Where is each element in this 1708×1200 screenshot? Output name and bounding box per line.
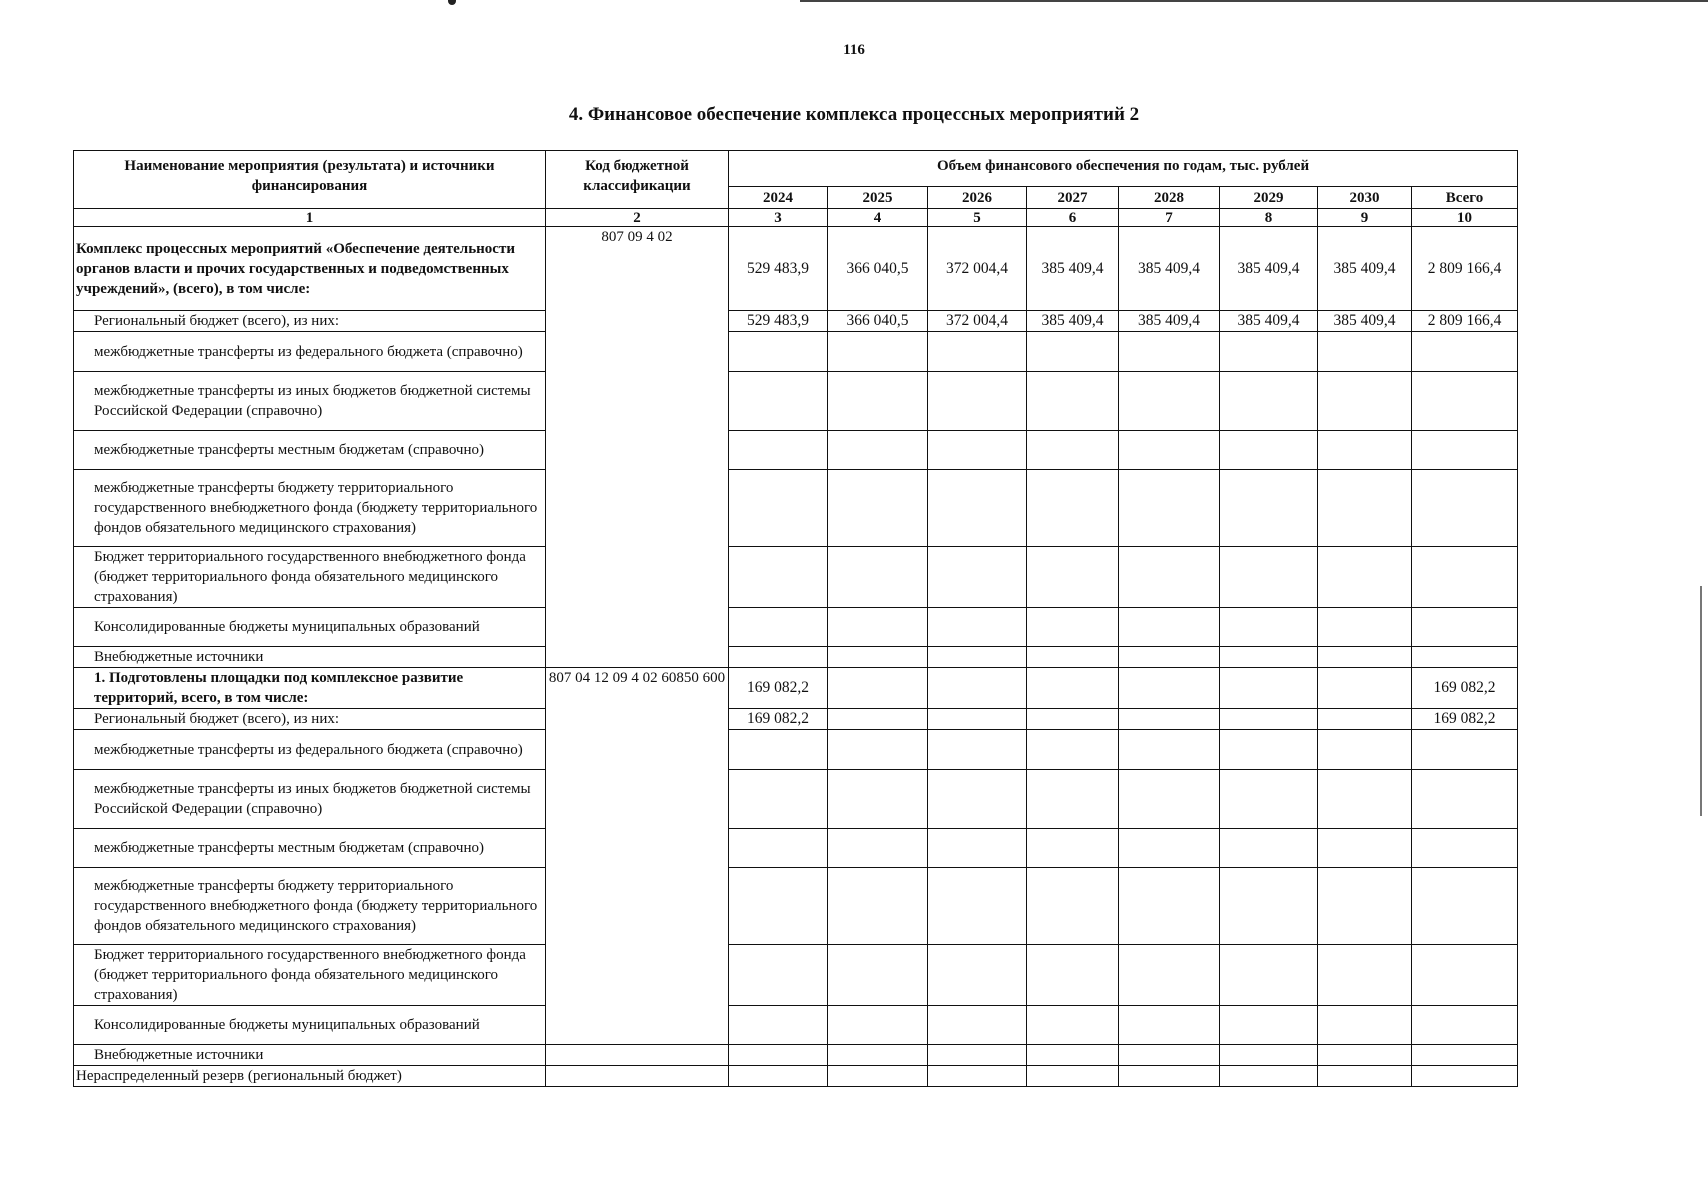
row-name: Бюджет территориального государственного внебюджетного фонда (бюджет территориального фонда обязательного медицинского страхования) xyxy=(74,945,546,1006)
table-row xyxy=(74,608,1518,647)
col-number: 6 xyxy=(1027,209,1119,227)
value-cell xyxy=(928,547,1027,608)
value-cell xyxy=(1318,668,1412,709)
value-cell xyxy=(1318,709,1412,730)
value-cell xyxy=(828,1006,928,1045)
table-row xyxy=(74,829,1518,868)
value-cell xyxy=(1027,470,1119,547)
value-cell: 366 040,5 xyxy=(828,227,928,311)
value-cell xyxy=(828,868,928,945)
table-body xyxy=(74,227,1518,1087)
row-name: межбюджетные трансферты местным бюджетам (справочно) xyxy=(74,431,546,470)
value-cell xyxy=(1318,945,1412,1006)
value-cell xyxy=(1119,829,1220,868)
scan-edge-right xyxy=(1700,586,1702,816)
table-row xyxy=(74,1006,1518,1045)
value-cell xyxy=(928,770,1027,829)
value-cell xyxy=(1220,547,1318,608)
value-cell xyxy=(1220,332,1318,372)
header-total: Всего xyxy=(1412,187,1518,209)
value-cell xyxy=(928,945,1027,1006)
header-year: 2027 xyxy=(1027,187,1119,209)
value-total xyxy=(1412,1045,1518,1066)
value-cell xyxy=(828,709,928,730)
row-name: межбюджетные трансферты местным бюджетам (справочно) xyxy=(74,829,546,868)
value-cell xyxy=(1220,709,1318,730)
value-cell xyxy=(1027,668,1119,709)
value-cell xyxy=(1318,829,1412,868)
value-total xyxy=(1412,547,1518,608)
value-cell xyxy=(729,470,828,547)
value-cell xyxy=(1318,431,1412,470)
value-cell xyxy=(1119,431,1220,470)
page-title: 4. Финансовое обеспечение комплекса процессных мероприятий 2 xyxy=(568,104,1140,125)
value-cell: 385 409,4 xyxy=(1119,227,1220,311)
header-row-numbers xyxy=(74,209,1518,227)
value-cell xyxy=(729,1006,828,1045)
value-cell xyxy=(928,332,1027,372)
value-cell xyxy=(1027,945,1119,1006)
value-cell xyxy=(1027,608,1119,647)
value-cell xyxy=(828,431,928,470)
value-cell xyxy=(1027,1066,1119,1087)
value-cell xyxy=(1220,1066,1318,1087)
value-cell xyxy=(1220,1045,1318,1066)
value-cell xyxy=(928,868,1027,945)
value-cell xyxy=(1119,668,1220,709)
value-cell xyxy=(1119,868,1220,945)
value-cell: 372 004,4 xyxy=(928,227,1027,311)
value-cell xyxy=(1318,608,1412,647)
row-name: Бюджет территориального государственного внебюджетного фонда (бюджет территориального фонда обязательного медицинского страхования) xyxy=(74,547,546,608)
value-cell: 366 040,5 xyxy=(828,311,928,332)
table-row xyxy=(74,372,1518,431)
table-row xyxy=(74,431,1518,470)
row-name: Консолидированные бюджеты муниципальных образований xyxy=(74,608,546,647)
header-year: 2026 xyxy=(928,187,1027,209)
table-row xyxy=(74,868,1518,945)
value-cell xyxy=(828,829,928,868)
table-row xyxy=(74,547,1518,608)
value-cell xyxy=(1318,332,1412,372)
value-cell xyxy=(1318,372,1412,431)
row-name: Внебюджетные источники xyxy=(74,1045,546,1066)
value-cell xyxy=(1119,647,1220,668)
value-total xyxy=(1412,608,1518,647)
table-row xyxy=(74,1045,1518,1066)
value-cell xyxy=(828,470,928,547)
value-total xyxy=(1412,372,1518,431)
value-total xyxy=(1412,332,1518,372)
value-cell xyxy=(729,829,828,868)
value-cell: 385 409,4 xyxy=(1318,311,1412,332)
value-cell xyxy=(1027,709,1119,730)
value-total xyxy=(1412,647,1518,668)
value-cell: 385 409,4 xyxy=(1220,311,1318,332)
value-cell xyxy=(1119,1066,1220,1087)
value-cell: 385 409,4 xyxy=(1318,227,1412,311)
col-number: 1 xyxy=(74,209,546,227)
value-total: 169 082,2 xyxy=(1412,709,1518,730)
table-row xyxy=(74,945,1518,1006)
value-cell xyxy=(828,730,928,770)
table-row xyxy=(74,311,1518,332)
value-cell xyxy=(1119,1045,1220,1066)
value-cell xyxy=(1027,868,1119,945)
table-row xyxy=(74,470,1518,547)
value-cell xyxy=(928,647,1027,668)
value-cell xyxy=(1220,868,1318,945)
value-cell xyxy=(1220,730,1318,770)
value-cell xyxy=(1220,470,1318,547)
value-cell xyxy=(1318,730,1412,770)
table-row xyxy=(74,770,1518,829)
value-cell: 169 082,2 xyxy=(729,668,828,709)
value-total xyxy=(1412,730,1518,770)
value-cell xyxy=(928,1045,1027,1066)
value-cell xyxy=(1119,332,1220,372)
value-cell xyxy=(1220,647,1318,668)
row-name: межбюджетные трансферты из иных бюджетов бюджетной системы Российской Федерации (справочно) xyxy=(74,372,546,431)
value-cell xyxy=(928,372,1027,431)
header-year: 2025 xyxy=(828,187,928,209)
value-cell xyxy=(729,945,828,1006)
value-cell xyxy=(1027,431,1119,470)
value-cell xyxy=(1220,372,1318,431)
value-total xyxy=(1412,431,1518,470)
value-cell xyxy=(1318,1066,1412,1087)
value-total xyxy=(1412,1006,1518,1045)
value-cell xyxy=(1318,470,1412,547)
value-total xyxy=(1412,868,1518,945)
col-number: 2 xyxy=(546,209,729,227)
value-cell xyxy=(928,1006,1027,1045)
value-cell xyxy=(729,868,828,945)
value-cell xyxy=(1027,770,1119,829)
value-cell xyxy=(1220,668,1318,709)
value-total xyxy=(1412,1066,1518,1087)
page-number: 116 xyxy=(843,42,865,58)
value-cell xyxy=(1119,709,1220,730)
value-cell xyxy=(1027,1045,1119,1066)
value-cell xyxy=(1220,829,1318,868)
table-row xyxy=(74,730,1518,770)
table-row xyxy=(74,1066,1518,1087)
value-cell xyxy=(1318,868,1412,945)
row-name: межбюджетные трансферты из федерального бюджета (справочно) xyxy=(74,332,546,372)
value-cell xyxy=(928,1066,1027,1087)
value-cell xyxy=(828,668,928,709)
row-name: Региональный бюджет (всего), из них: xyxy=(74,709,546,730)
value-cell xyxy=(729,372,828,431)
value-cell: 385 409,4 xyxy=(1220,227,1318,311)
col-number: 4 xyxy=(828,209,928,227)
budget-code: 807 09 4 02 xyxy=(546,227,729,668)
value-cell xyxy=(1220,608,1318,647)
table-row xyxy=(74,332,1518,372)
header-row-1 xyxy=(74,151,1518,187)
value-cell xyxy=(1119,1006,1220,1045)
value-cell xyxy=(1318,647,1412,668)
value-cell xyxy=(729,547,828,608)
value-cell: 385 409,4 xyxy=(1027,227,1119,311)
financing-table xyxy=(73,150,1518,1087)
row-name: межбюджетные трансферты из федерального бюджета (справочно) xyxy=(74,730,546,770)
col-number: 9 xyxy=(1318,209,1412,227)
header-code: Код бюджетной классификации xyxy=(546,151,729,209)
value-cell xyxy=(828,945,928,1006)
col-number: 5 xyxy=(928,209,1027,227)
col-number: 3 xyxy=(729,209,828,227)
value-cell xyxy=(1318,547,1412,608)
value-cell xyxy=(828,332,928,372)
value-cell xyxy=(928,829,1027,868)
value-cell xyxy=(1027,647,1119,668)
value-cell xyxy=(928,730,1027,770)
value-cell xyxy=(1119,372,1220,431)
value-cell xyxy=(729,431,828,470)
row-name: Внебюджетные источники xyxy=(74,647,546,668)
value-total: 169 082,2 xyxy=(1412,668,1518,709)
value-total xyxy=(1412,470,1518,547)
value-cell xyxy=(1220,945,1318,1006)
value-cell xyxy=(1318,770,1412,829)
header-volume: Объем финансового обеспечения по годам, тыс. рублей xyxy=(729,151,1518,187)
value-cell xyxy=(928,608,1027,647)
value-cell xyxy=(729,1066,828,1087)
value-cell xyxy=(828,647,928,668)
value-total xyxy=(1412,770,1518,829)
budget-code: 807 04 12 09 4 02 60850 600 xyxy=(546,668,729,1045)
row-name: Региональный бюджет (всего), из них: xyxy=(74,311,546,332)
value-cell xyxy=(1220,770,1318,829)
header-year: 2024 xyxy=(729,187,828,209)
value-cell xyxy=(828,608,928,647)
value-cell xyxy=(1318,1045,1412,1066)
value-cell xyxy=(1027,332,1119,372)
col-number: 7 xyxy=(1119,209,1220,227)
header-year: 2030 xyxy=(1318,187,1412,209)
value-total: 2 809 166,4 xyxy=(1412,227,1518,311)
value-cell xyxy=(1027,730,1119,770)
value-cell xyxy=(1119,730,1220,770)
value-cell: 529 483,9 xyxy=(729,227,828,311)
value-cell xyxy=(1027,372,1119,431)
value-cell xyxy=(1119,945,1220,1006)
header-year: 2029 xyxy=(1220,187,1318,209)
value-cell xyxy=(828,1045,928,1066)
col-number: 8 xyxy=(1220,209,1318,227)
value-cell xyxy=(1119,547,1220,608)
value-cell xyxy=(828,770,928,829)
budget-code xyxy=(546,1045,729,1066)
value-cell xyxy=(729,770,828,829)
table-row xyxy=(74,709,1518,730)
table-row xyxy=(74,227,1518,311)
value-cell xyxy=(1220,1006,1318,1045)
value-cell: 372 004,4 xyxy=(928,311,1027,332)
value-cell xyxy=(1318,1006,1412,1045)
value-cell: 385 409,4 xyxy=(1027,311,1119,332)
value-cell xyxy=(1119,770,1220,829)
budget-code xyxy=(546,1066,729,1087)
table-row xyxy=(74,668,1518,709)
value-cell xyxy=(928,709,1027,730)
header-name: Наименование мероприятия (результата) и источники финансирования xyxy=(74,151,546,209)
value-cell: 385 409,4 xyxy=(1119,311,1220,332)
value-cell xyxy=(1027,829,1119,868)
value-cell: 529 483,9 xyxy=(729,311,828,332)
value-cell xyxy=(928,470,1027,547)
value-cell xyxy=(928,668,1027,709)
scan-mark xyxy=(448,0,456,5)
value-cell xyxy=(928,431,1027,470)
table-row xyxy=(74,647,1518,668)
row-name: межбюджетные трансферты бюджету территориального государственного внебюджетного фонда (бюджету территориального фондов обязательного медицинского страхования) xyxy=(74,470,546,547)
value-cell xyxy=(828,547,928,608)
value-cell xyxy=(828,1066,928,1087)
value-cell xyxy=(1220,431,1318,470)
value-cell: 169 082,2 xyxy=(729,709,828,730)
header-year: 2028 xyxy=(1119,187,1220,209)
row-name: Комплекс процессных мероприятий «Обеспечение деятельности органов власти и прочих государственных и подведомственных учреждений», (всего), в том числе: xyxy=(74,227,546,311)
row-name: 1. Подготовлены площадки под комплексное развитие территорий, всего, в том числе: xyxy=(74,668,546,709)
value-cell xyxy=(729,1045,828,1066)
row-name: Нераспределенный резерв (региональный бюджет) xyxy=(74,1066,546,1087)
row-name: межбюджетные трансферты из иных бюджетов бюджетной системы Российской Федерации (справочно) xyxy=(74,770,546,829)
row-name: межбюджетные трансферты бюджету территориального государственного внебюджетного фонда (бюджету территориального фондов обязательного медицинского страхования) xyxy=(74,868,546,945)
value-cell xyxy=(1119,470,1220,547)
value-cell xyxy=(1027,1006,1119,1045)
value-total xyxy=(1412,829,1518,868)
value-cell xyxy=(729,332,828,372)
scan-edge-top xyxy=(800,0,1708,2)
value-cell xyxy=(1119,608,1220,647)
value-cell xyxy=(729,608,828,647)
value-cell xyxy=(729,730,828,770)
value-cell xyxy=(1027,547,1119,608)
value-cell xyxy=(729,647,828,668)
col-number: 10 xyxy=(1412,209,1518,227)
row-name: Консолидированные бюджеты муниципальных образований xyxy=(74,1006,546,1045)
value-total xyxy=(1412,945,1518,1006)
value-total: 2 809 166,4 xyxy=(1412,311,1518,332)
value-cell xyxy=(828,372,928,431)
